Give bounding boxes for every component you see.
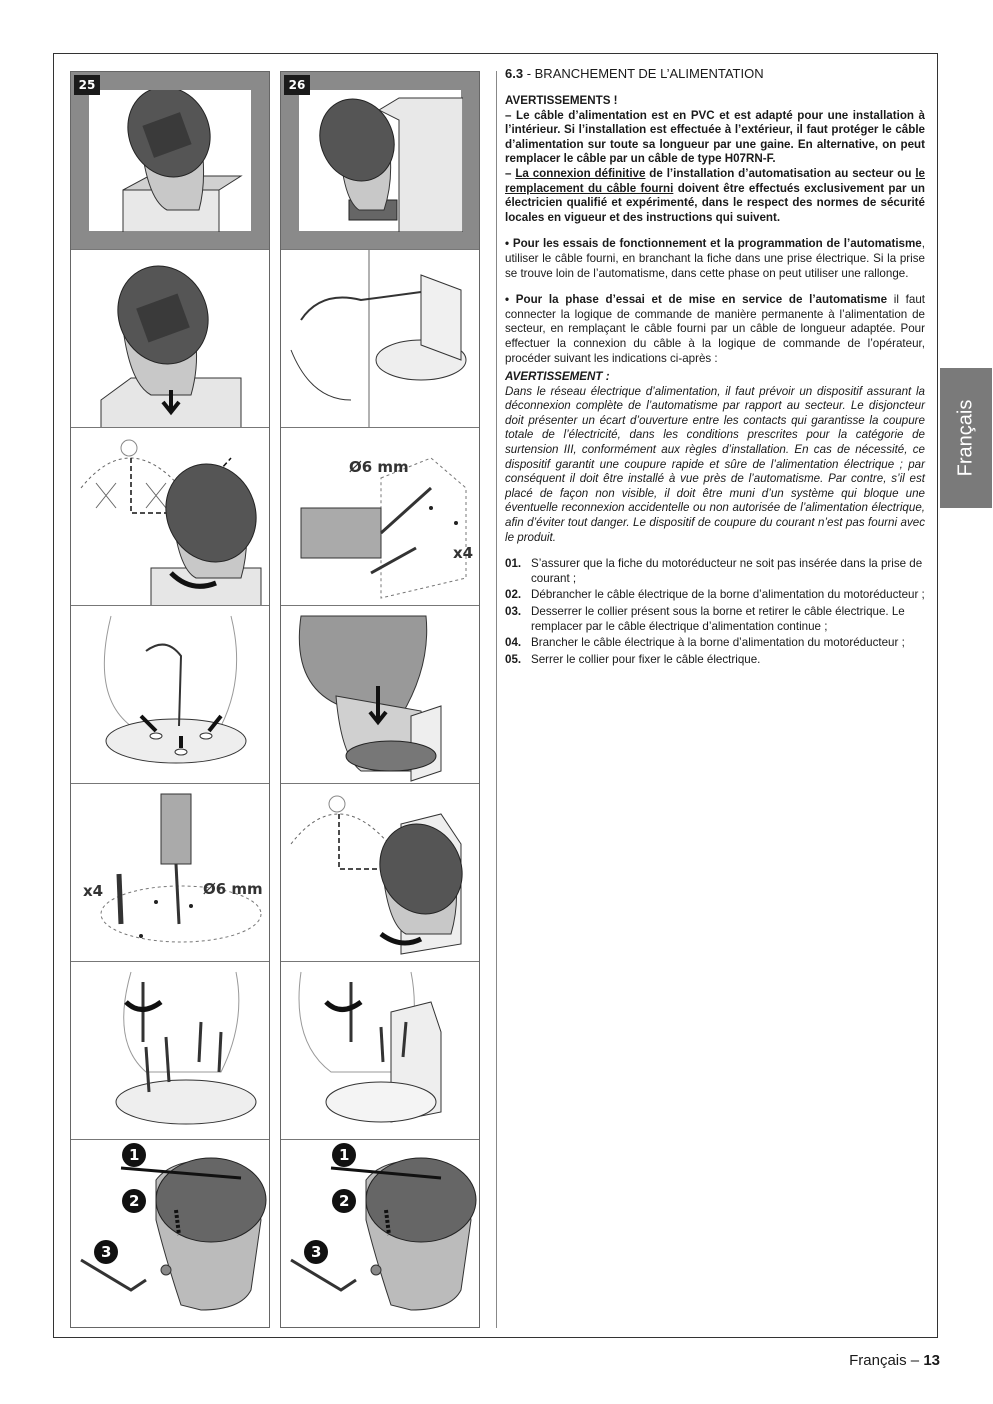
lamp-orientation-illustration — [71, 428, 269, 606]
figure-number-badge: 26 — [284, 75, 310, 95]
figure-25-panel — [71, 72, 269, 250]
quantity-label: x4 — [453, 544, 474, 562]
warning-underlined-1: La connexion définitive — [515, 166, 646, 180]
list-item — [505, 636, 925, 651]
wall-marking-illustration — [281, 250, 479, 428]
lamp-closing-illustration — [71, 1140, 269, 1327]
figure-panel-wall-orientation — [281, 784, 479, 962]
section-heading — [505, 66, 925, 82]
service-paragraph — [505, 293, 925, 366]
figure-number-badge: 25 — [74, 75, 100, 95]
warning-end: doivent être effectués exclusivement par un électricien qualifié et expérimenté, dans le respect des normes de sécurité locales en vigueur et des instructions qui suivent. — [505, 181, 925, 224]
footer-language: Français – — [849, 1352, 924, 1369]
step-text: Desserrer le collier présent sous la borne et retirer le câble électrique. Le remplacer par le câble électrique d’alimentation continue ; — [531, 605, 905, 633]
text-column — [505, 66, 925, 669]
warnings-title: AVERTISSEMENTS ! — [505, 94, 618, 107]
section-number: 6.3 — [505, 66, 524, 81]
column-divider — [496, 71, 497, 1328]
language-tab-label: Français — [954, 399, 977, 477]
wall-mount-illustration — [281, 606, 479, 784]
figure-panel-lamp-lower — [71, 250, 269, 428]
warning-connection — [505, 167, 925, 225]
screwing-illustration — [71, 962, 269, 1140]
warning-dash: – — [505, 166, 516, 180]
step-1-marker: 1 — [129, 1146, 140, 1164]
list-item — [505, 557, 925, 586]
warning-mid: de l’installation d’automatisation au secteur ou — [645, 166, 916, 180]
step-number: 03. — [505, 605, 522, 618]
section-title: - BRANCHEMENT DE L’ALIMENTATION — [523, 66, 764, 81]
drilling-illustration — [71, 784, 269, 962]
tests-paragraph — [505, 237, 925, 281]
step-text: Serrer le collier pour fixer le câble électrique. — [531, 652, 761, 666]
tests-bold: • Pour les essais de fonctionnement et la programmation de l’automatisme — [505, 237, 922, 251]
wall-orientation-illustration — [281, 784, 479, 962]
language-tab — [940, 368, 992, 508]
page-footer — [849, 1352, 940, 1369]
figure-panel-wall-marking — [281, 250, 479, 428]
figure-column-middle — [280, 71, 480, 1328]
figure-26-panel — [281, 72, 479, 250]
service-text: il faut connecter la logique de commande de manière permanente à l’alimentation de secteur, en remplaçant le câble fourni par un câble de longueur adaptée. Pour effectuer la connexion du câble à la logique de commande de l’opérateur, procéder suivant les indications ci-après : — [505, 293, 925, 365]
step-2-marker: 2 — [339, 1192, 350, 1210]
figure-panel-wall-screwing — [281, 962, 479, 1140]
figure-panel-wall-drilling — [281, 428, 479, 606]
figure-panel-orientation — [71, 428, 269, 606]
warning-cable-pvc: – Le câble d’alimentation est en PVC et est adapté pour une installation à l’intérieur. Si l’installation est effectuée à l’extérieur, il faut protéger le câble d’alimentation sur toute sa longueur par une gaine. En alternative, on peut remplacer le câble par un câble de type H07RN-F. — [505, 108, 925, 166]
service-bold: • Pour la phase d’essai et de mise en service de l’automatisme — [505, 293, 888, 307]
figure-panel-drilling — [71, 784, 269, 962]
figure-panel-wall-mount — [281, 606, 479, 784]
lamp-on-post-illustration — [89, 90, 253, 232]
steps-list — [505, 557, 925, 667]
step-text: Débrancher le câble électrique de la borne d’alimentation du motoréducteur ; — [531, 588, 925, 602]
figure-panel-wall-closing — [281, 1140, 479, 1327]
avertissement-title: AVERTISSEMENT : — [505, 370, 610, 384]
page-number: 13 — [923, 1352, 940, 1369]
drill-diameter-label: Ø6 mm — [349, 458, 409, 476]
figure-panel-marking — [71, 606, 269, 784]
wall-closing-illustration — [281, 1140, 479, 1327]
drill-diameter-label: Ø6 mm — [203, 880, 263, 898]
step-text: S’assurer que la fiche du motoréducteur ne soit pas insérée dans la prise de courant ; — [531, 557, 923, 585]
avertissement-text: Dans le réseau électrique d’alimentation, il faut prévoir un dispositif assurant la déconnexion complète de l’automatisme par rapport au secteur. Le disjoncteur doit présenter un écart d’ouverture entre les contacts qui garantisse la coupure totale de l’électricité, dans les conditions prescrites pour la catégorie de surtension III, conformément aux règles d’installation. En cas de nécessité, ce dispositif garantit une coupure rapide et sûre de l’alimentation électrique ; par conséquent il doit être installé à vue près de l’automatisme. Par contre, s’il est placé de façon non visible, il doit être muni d’un système qui bloque une éventuelle reconnexion accidentelle ou non autorisée de l’alimentation électrique, afin d’éviter tout danger. Le dispositif de coupure du courant n’est pas fourni avec le produit. — [505, 384, 925, 544]
list-item — [505, 588, 925, 603]
step-1-marker: 1 — [339, 1146, 350, 1164]
step-2-marker: 2 — [129, 1192, 140, 1210]
step-number: 02. — [505, 588, 522, 602]
figure-panel-closing — [71, 1140, 269, 1327]
step-text: Brancher le câble électrique à la borne d’alimentation du motoréducteur ; — [531, 636, 905, 650]
step-number: 04. — [505, 636, 522, 650]
quantity-label: x4 — [83, 882, 104, 900]
tests-text: , utiliser le câble fourni, en branchant la fiche dans une prise électrique. Si la prise se trouve loin de l’automatisme, dans cette phase on peut utiliser une rallonge. — [505, 237, 925, 280]
step-number: 01. — [505, 557, 522, 571]
warning-underlined-2: le remplacement du câble fourni — [505, 166, 925, 195]
lamp-on-wall-illustration — [299, 90, 463, 232]
wall-screwing-illustration — [281, 962, 479, 1140]
lamp-lower-illustration — [71, 250, 269, 428]
step-number: 05. — [505, 652, 522, 666]
list-item — [505, 605, 925, 634]
base-marking-illustration — [71, 606, 269, 784]
list-item — [505, 653, 925, 668]
wall-drilling-illustration — [281, 428, 479, 606]
figure-panel-screwing — [71, 962, 269, 1140]
step-3-marker: 3 — [101, 1243, 112, 1261]
figure-column-left — [70, 71, 270, 1328]
step-3-marker: 3 — [311, 1243, 322, 1261]
